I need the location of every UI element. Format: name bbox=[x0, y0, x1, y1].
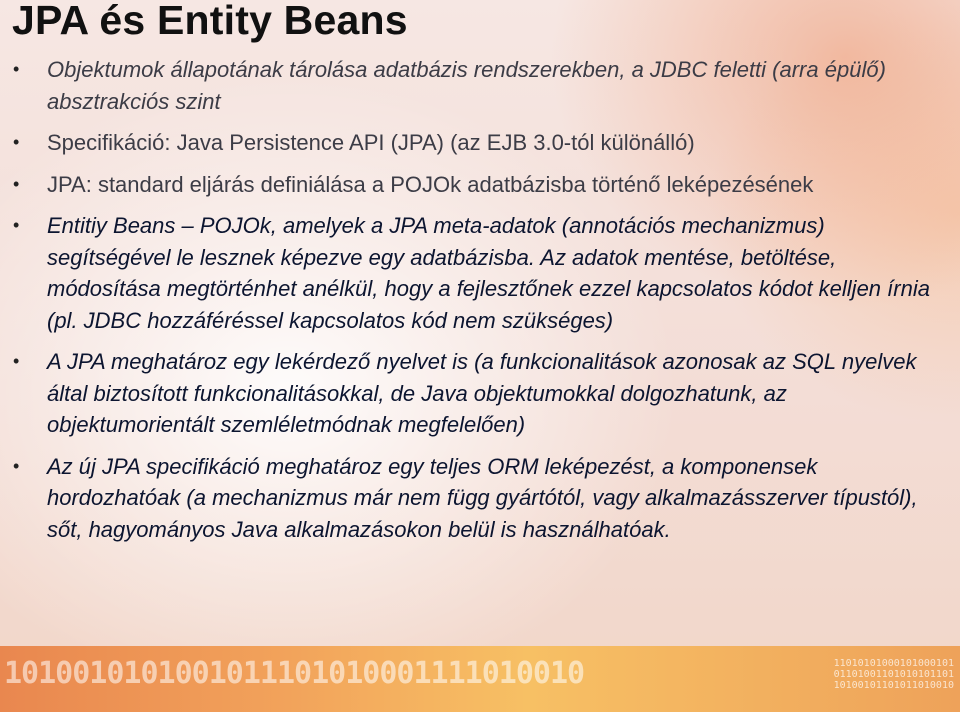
bullet-item bbox=[0, 346, 960, 441]
bullet-icon: • bbox=[13, 59, 20, 79]
bullet-item bbox=[0, 210, 960, 336]
bullet-text: Specifikáció: Java Persistence API (JPA) (az EJB 3.0-tól különálló) bbox=[47, 130, 695, 155]
binary-decoration-text: 1010010101001011101010001111010010 bbox=[4, 656, 585, 691]
slide-title: JPA és Entity Beans bbox=[12, 0, 408, 43]
binary-decoration-band bbox=[0, 646, 960, 712]
bullet-item bbox=[0, 169, 960, 201]
bullet-text: Entitiy Beans – POJOk, amelyek a JPA meta-adatok (annotációs mechanizmus) segítségével le lesznek képezve egy adatbázisba. Az adatok mentése, betöltése, módosítása megtörténhet anélkül, hogy a fejlesztőnek ezzel kapcsolatos kódot kelljen írnia (pl. JDBC hozzáféréssel kapcsolatos kód nem szükséges) bbox=[47, 213, 930, 333]
bullet-text: Objektumok állapotának tárolása adatbázis rendszerekben, a JDBC feletti (arra épülő) absztrakciós szint bbox=[47, 57, 886, 114]
bullet-text: A JPA meghatároz egy lekérdező nyelvet is (a funkcionalitások azonosak az SQL nyelvek által biztosított funkcionalitásokkal, de Java objektumokkal dolgozhatunk, az objektumorientált szemléletmódnak megfelelően) bbox=[47, 349, 917, 437]
bullet-list bbox=[0, 54, 960, 555]
bullet-item bbox=[0, 451, 960, 546]
bullet-text: Az új JPA specifikáció meghatároz egy teljes ORM leképezést, a komponensek hordozhatóak (a mechanizmus már nem függ gyártótól, vagy alkalmazásszerver típustól), sőt, hagyományos Java alkalmazásokon belül is használhatóak. bbox=[47, 453, 918, 542]
bullet-icon: • bbox=[13, 455, 20, 476]
bullet-item bbox=[0, 127, 960, 159]
bullet-icon: • bbox=[13, 215, 20, 235]
binary-decoration-small: 11010101000101000101 01101001101010101101 10100101101011010010 bbox=[833, 658, 954, 691]
bullet-icon: • bbox=[13, 351, 20, 371]
bullet-text: JPA: standard eljárás definiálása a POJOk adatbázisba történő leképezésének bbox=[47, 171, 814, 197]
bullet-item bbox=[0, 54, 960, 117]
bullet-icon: • bbox=[13, 132, 20, 152]
bullet-icon: • bbox=[13, 173, 20, 194]
